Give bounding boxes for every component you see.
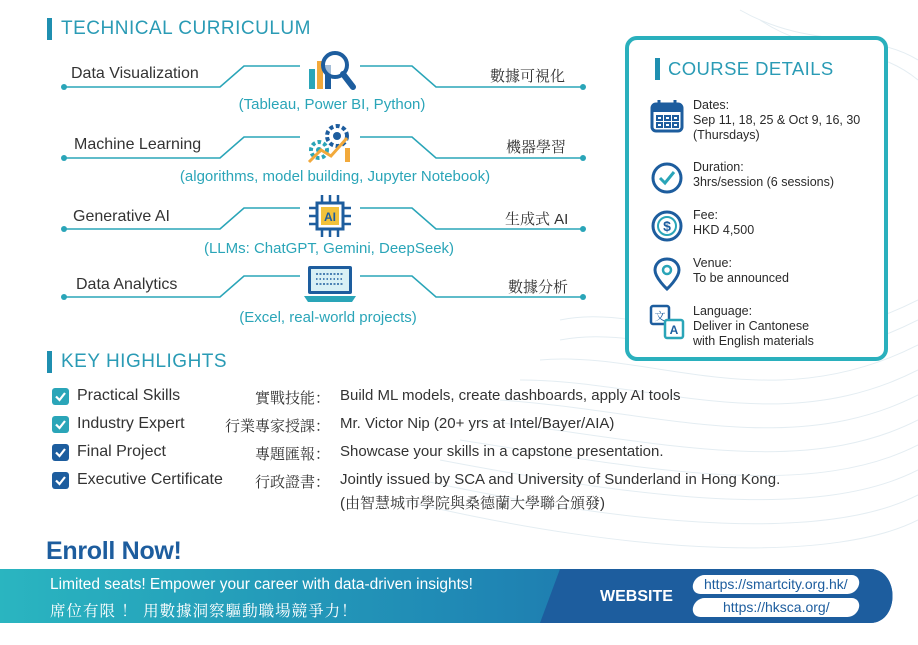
detail-venue	[649, 256, 789, 292]
highlight-value: Build ML models, create dashboards, apply AI tools	[340, 387, 681, 404]
checkbox-icon	[52, 388, 69, 405]
website-link-smartcity[interactable]	[691, 575, 861, 594]
title-bar-decoration	[655, 58, 660, 80]
detail-duration	[649, 160, 834, 196]
highlight-name: Executive Certificate	[77, 471, 223, 488]
enroll-heading: Enroll Now!	[46, 537, 182, 565]
gears-chart-icon	[303, 120, 357, 166]
duration-value: 3hrs/session (6 sessions)	[693, 175, 835, 189]
curriculum-zh-machine-learning: 機器學習	[506, 139, 567, 156]
translate-icon	[649, 304, 685, 340]
highlight-value: Jointly issued by SCA and University of Sunderland in Hong Kong.	[340, 471, 781, 488]
highlight-key: 實戰技能：	[254, 390, 330, 407]
highlight-key: 行業專家授課：	[224, 418, 330, 435]
curriculum-sub-machine-learning: (algorithms, model building, Jupyter Notebook)	[179, 168, 491, 185]
highlight-row	[52, 413, 185, 435]
chart-magnifier-icon	[305, 47, 357, 93]
curriculum-label-data-analytics: Data Analytics	[76, 276, 178, 293]
title-bar-decoration	[47, 351, 52, 373]
curriculum-label-machine-learning: Machine Learning	[74, 136, 202, 153]
language-line2: with English materials	[693, 334, 814, 348]
curriculum-sub-data-visualization: (Tableau, Power BI, Python)	[238, 96, 426, 113]
curriculum-zh-data-analytics: 數據分析	[508, 279, 569, 296]
highlight-key: 行政證書：	[254, 474, 330, 491]
highlight-key: 專題匯報：	[254, 446, 330, 463]
venue-value: To be announced	[693, 271, 789, 285]
highlight-row	[52, 441, 166, 463]
highlight-value: Mr. Victor Nip (20+ yrs at Intel/Bayer/AIA)	[340, 415, 615, 432]
fee-value: HKD 4,500	[693, 223, 755, 237]
ai-chip-icon	[307, 193, 353, 239]
detail-language	[649, 304, 814, 349]
website-label: WEBSITE	[600, 588, 673, 605]
highlight-name: Practical Skills	[77, 387, 181, 404]
curriculum-sub-data-analytics: (Excel, real-world projects)	[239, 309, 417, 326]
course-details-card	[625, 36, 888, 361]
location-pin-icon	[649, 256, 685, 292]
highlight-value-zh: (由智慧城市學院與桑德蘭大學聯合頒發)	[340, 495, 605, 512]
svg-text:A: A	[669, 323, 679, 337]
course-details-title-text: COURSE DETAILS	[668, 58, 834, 79]
curriculum-label-data-visualization: Data Visualization	[71, 65, 199, 82]
checkbox-icon	[52, 444, 69, 461]
detail-dates	[649, 98, 860, 143]
checkbox-icon	[52, 472, 69, 489]
language-label: Language:	[693, 304, 753, 318]
banner-text-zh: 席位有限 ！ 用數據洞察驅動職場競爭力！	[50, 603, 358, 620]
calendar-icon	[649, 98, 685, 134]
language-line1: Deliver in Cantonese	[693, 319, 810, 333]
duration-label: Duration:	[693, 160, 744, 174]
svg-text:文: 文	[654, 310, 666, 323]
highlights-title-text: KEY HIGHLIGHTS	[61, 351, 228, 372]
website-link-hksca[interactable]	[691, 598, 861, 617]
detail-fee	[649, 208, 754, 244]
banner-text-en: Limited seats! Empower your career with data-driven insights!	[50, 576, 473, 593]
checkbox-icon	[52, 416, 69, 433]
clock-icon	[649, 160, 685, 196]
laptop-binary-icon	[302, 262, 358, 304]
curriculum-title-text: TECHNICAL CURRICULUM	[61, 18, 311, 39]
curriculum-sub-generative-ai: (LLMs: ChatGPT, Gemini, DeepSeek)	[203, 240, 455, 257]
dates-line2: (Thursdays)	[693, 128, 760, 142]
svg-text:AI: AI	[324, 210, 336, 224]
highlight-name: Final Project	[77, 443, 166, 460]
highlight-row	[52, 469, 223, 491]
highlight-value: Showcase your skills in a capstone presentation.	[340, 443, 664, 460]
dates-line1: Sep 11, 18, 25 & Oct 9, 16, 30	[693, 113, 861, 127]
curriculum-zh-generative-ai: 生成式 AI	[505, 211, 569, 228]
highlight-row	[52, 385, 180, 407]
dollar-coin-icon	[649, 208, 685, 244]
curriculum-label-generative-ai: Generative AI	[73, 208, 170, 225]
svg-text:$: $	[663, 218, 671, 234]
dates-label: Dates:	[693, 98, 730, 112]
website-link-hksca-text[interactable]: https://hksca.org/	[722, 599, 830, 615]
course-details-title	[655, 58, 834, 80]
curriculum-zh-data-visualization: 數據可視化	[490, 68, 566, 85]
highlights-section-title	[47, 351, 227, 373]
highlight-name: Industry Expert	[77, 415, 185, 432]
venue-label: Venue:	[693, 256, 732, 270]
website-link-smartcity-text[interactable]: https://smartcity.org.hk/	[704, 576, 848, 592]
fee-label: Fee:	[693, 208, 719, 222]
